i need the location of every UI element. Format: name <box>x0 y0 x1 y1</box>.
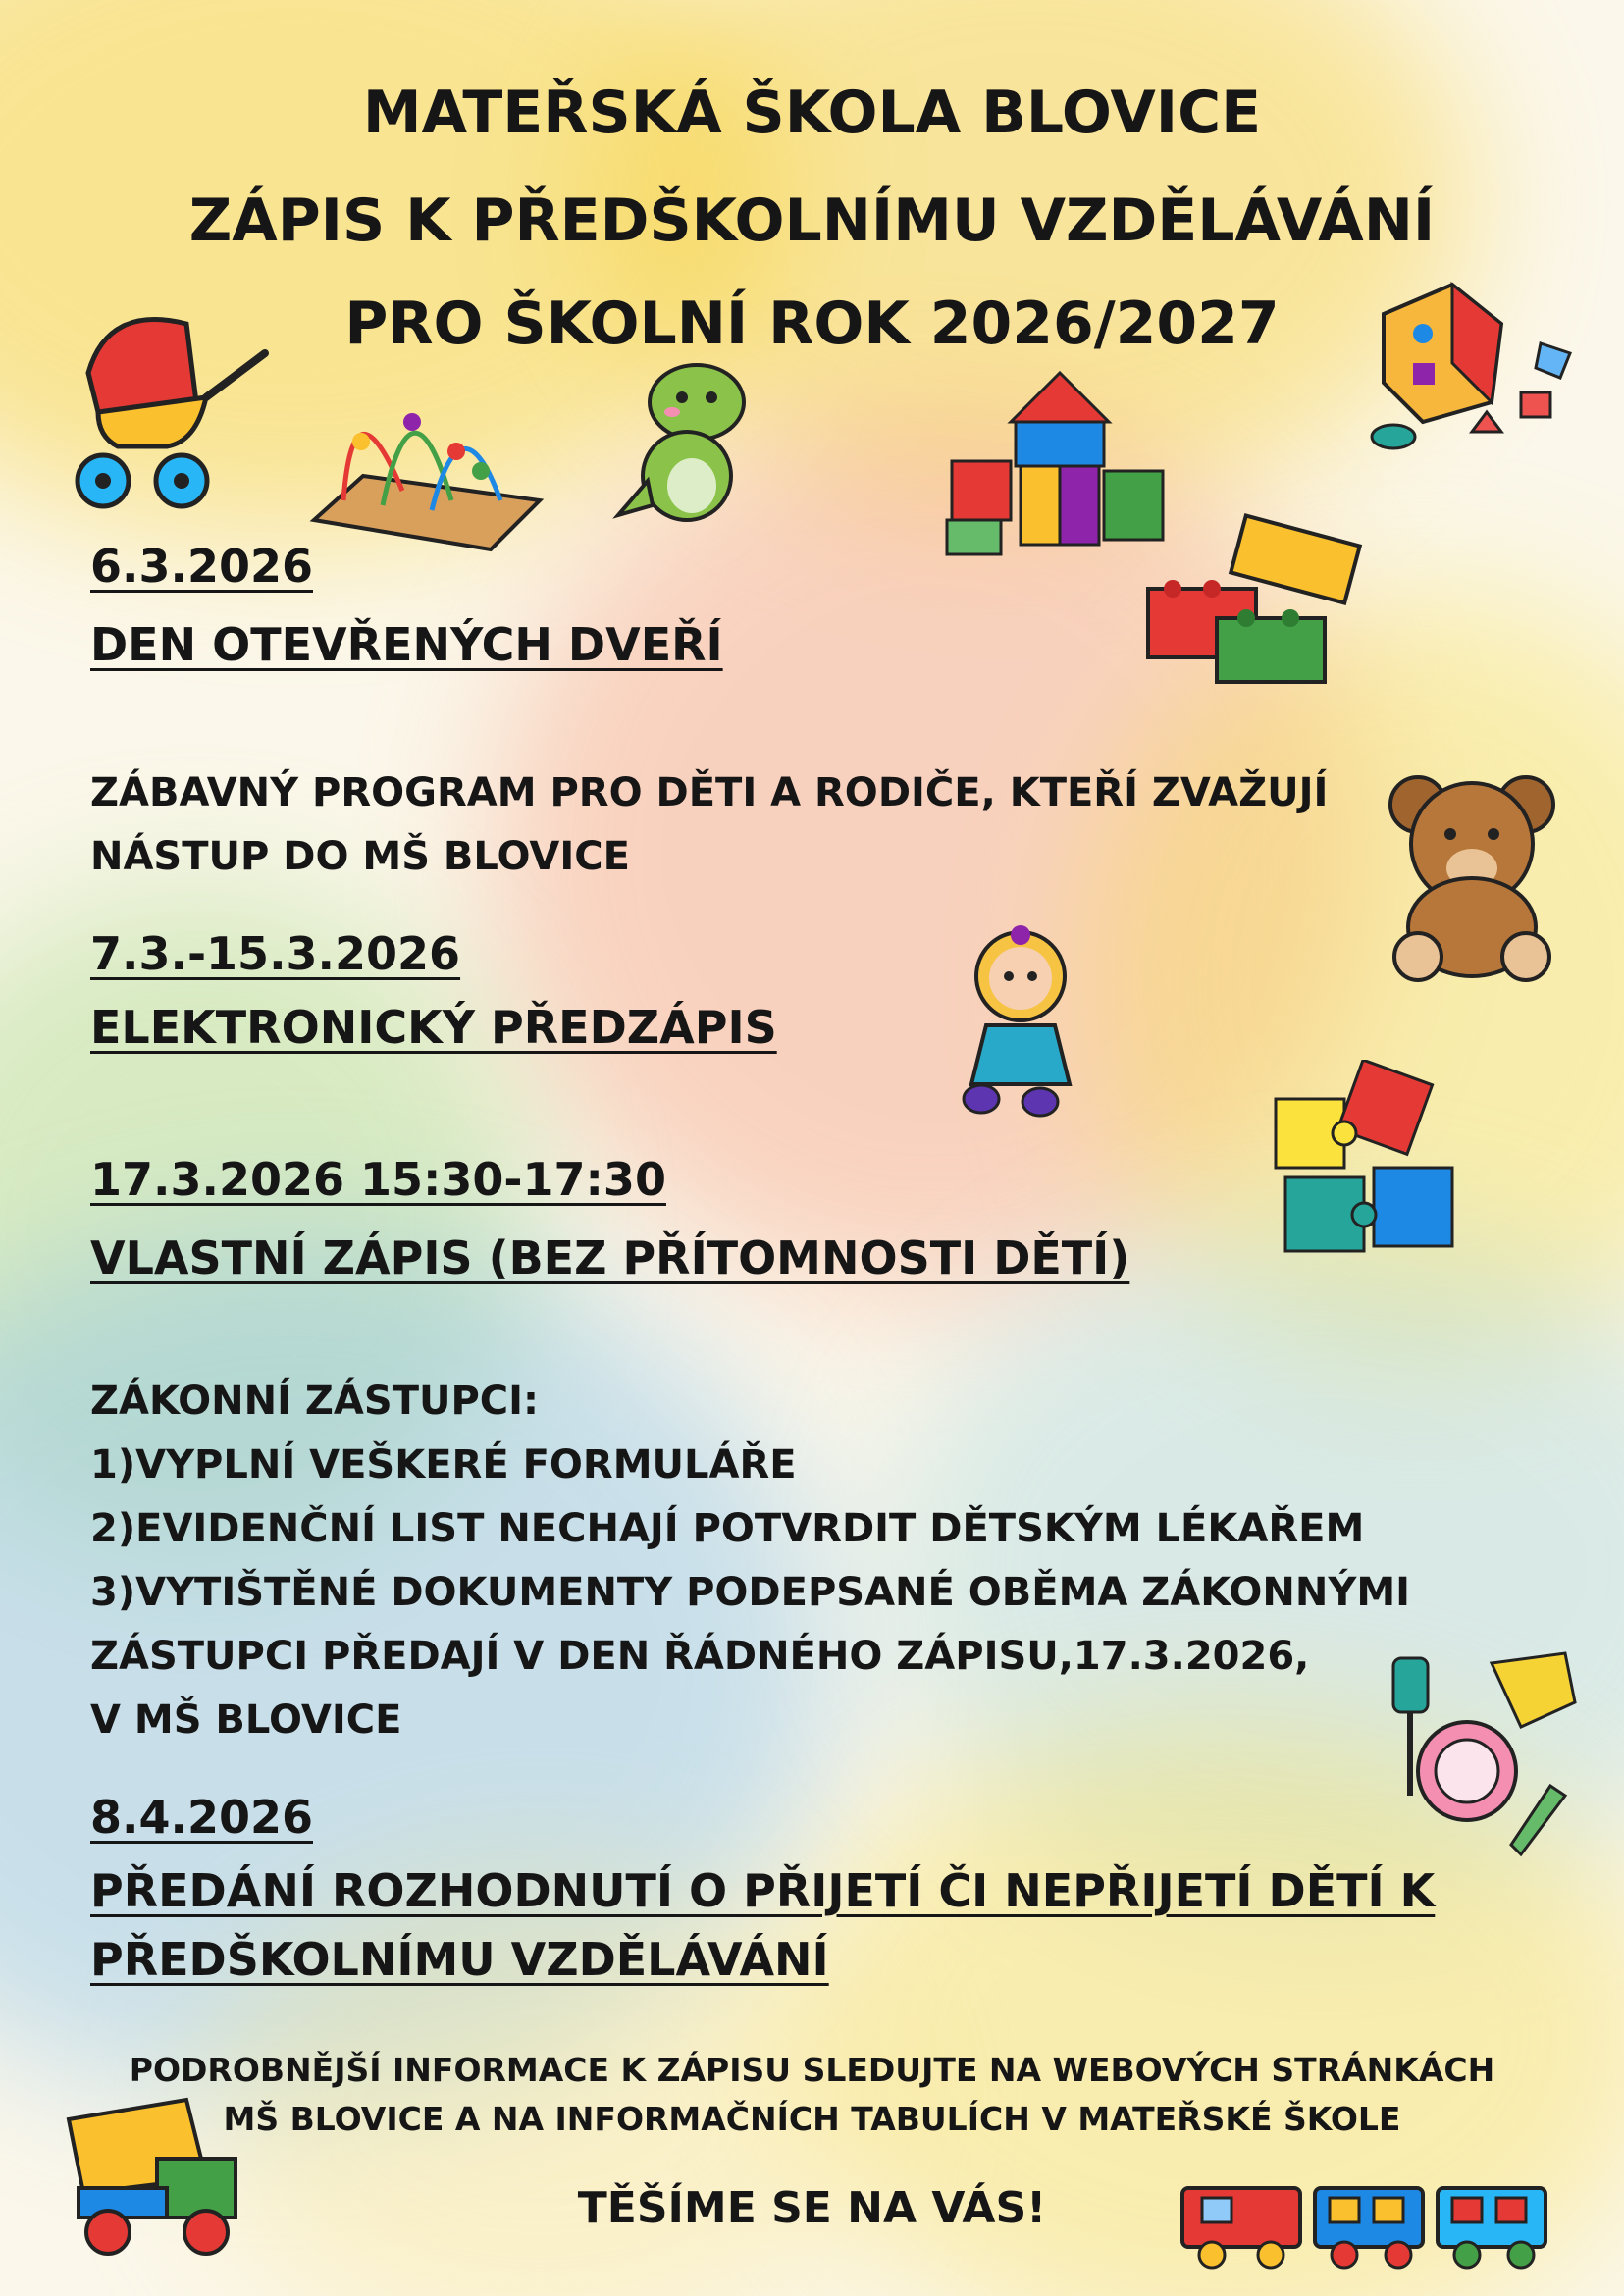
event-1-date: 6.3.2026 <box>90 540 313 593</box>
title-line-1: MATEŘSKÁ ŠKOLA BLOVICE <box>362 78 1262 147</box>
event-3-description-line-4: 3)VYTIŠTĚNÉ DOKUMENTY PODEPSANÉ OBĚMA ZÁKONNÝMI <box>90 1570 1411 1615</box>
closing-message: TĚŠÍME SE NA VÁS! <box>577 2183 1047 2233</box>
event-2-title: ELEKTRONICKÝ PŘEDZÁPIS <box>90 1001 777 1054</box>
event-1-title: DEN OTEVŘENÝCH DVEŘÍ <box>90 618 723 671</box>
event-3-description-line-3: 2)EVIDENČNÍ LIST NECHAJÍ POTVRDIT DĚTSKÝM LÉKAŘEM <box>90 1506 1365 1551</box>
event-4-title-line-2: PŘEDŠKOLNÍMU VZDĚLÁVÁNÍ <box>90 1933 829 1986</box>
title-line-2: ZÁPIS K PŘEDŠKOLNÍMU VZDĚLÁVÁNÍ <box>188 186 1436 255</box>
footer-info-line-2: MŠ BLOVICE A NA INFORMAČNÍCH TABULÍCH V MATEŘSKÉ ŠKOLE <box>223 2100 1401 2138</box>
event-3-description-line-1: ZÁKONNÍ ZÁSTUPCI: <box>90 1379 540 1424</box>
footer-info-line-1: PODROBNĚJŠÍ INFORMACE K ZÁPISU SLEDUJTE NA WEBOVÝCH STRÁNKÁCH <box>129 2051 1495 2089</box>
event-3-title: VLASTNÍ ZÁPIS (BEZ PŘÍTOMNOSTI DĚTÍ) <box>90 1231 1130 1284</box>
event-4-date: 8.4.2026 <box>90 1791 313 1844</box>
event-1-description-line-1: ZÁBAVNÝ PROGRAM PRO DĚTI A RODIČE, KTEŘÍ ZVAŽUJÍ <box>90 770 1329 815</box>
event-3-description-line-2: 1)VYPLNÍ VEŠKERÉ FORMULÁŘE <box>90 1442 797 1487</box>
event-3-description-line-5: ZÁSTUPCI PŘEDAJÍ V DEN ŘÁDNÉHO ZÁPISU,17.3.2026, <box>90 1634 1310 1679</box>
event-3-date: 17.3.2026 15:30-17:30 <box>90 1153 666 1206</box>
title-line-3: PRO ŠKOLNÍ ROK 2026/2027 <box>344 289 1280 358</box>
event-3-description-line-6: V MŠ BLOVICE <box>90 1697 402 1743</box>
event-4-title-line-1: PŘEDÁNÍ ROZHODNUTÍ O PŘIJETÍ ČI NEPŘIJETÍ DĚTÍ K <box>90 1864 1436 1917</box>
event-2-date: 7.3.-15.3.2026 <box>90 927 461 980</box>
event-1-description-line-2: NÁSTUP DO MŠ BLOVICE <box>90 834 630 879</box>
